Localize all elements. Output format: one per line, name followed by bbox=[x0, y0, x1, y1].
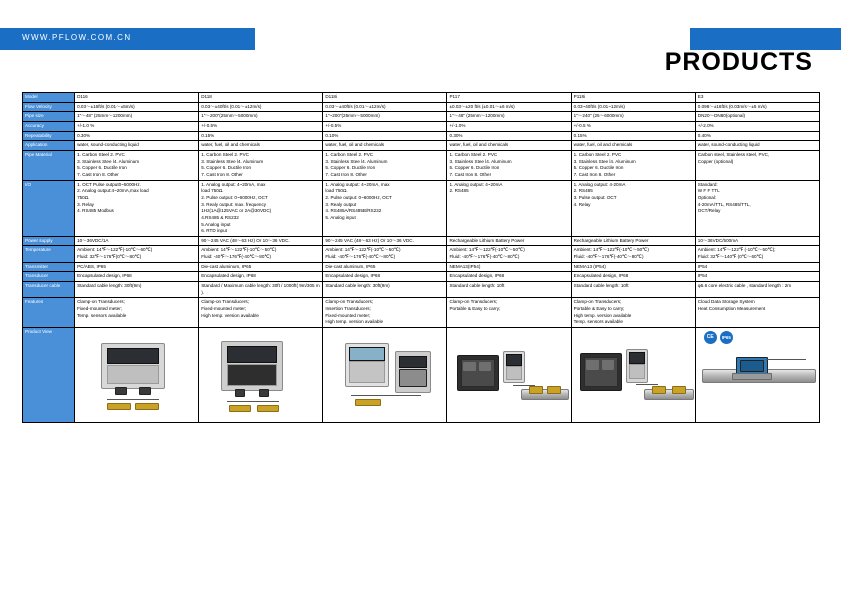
product-illustration-d118i bbox=[325, 329, 444, 419]
cell-model-3: P117 bbox=[447, 93, 571, 103]
mounting-strap bbox=[732, 373, 772, 380]
product-comparison-table bbox=[22, 92, 820, 423]
cell-line: 7. Cast Iron 8. Other bbox=[573, 171, 616, 177]
device-cable bbox=[766, 359, 806, 360]
cell-flow-velocity-1: 0.03～±40ft/s (0.01～±12m/s) bbox=[199, 102, 323, 112]
cell-line: Clamp-on Transducers; bbox=[77, 299, 125, 305]
cell-line: 2. Pulse output: 0~6000Hz, OCT bbox=[325, 194, 392, 200]
cell-flow-velocity-2: 0.03～±40ft/s (0.01～±12m/s) bbox=[323, 102, 447, 112]
cell-temperature-0 bbox=[75, 246, 199, 262]
cell-line: 3. Stainless Stee l4. Aluminum bbox=[449, 158, 512, 164]
cell-line: High temp. version available bbox=[201, 312, 259, 318]
cell-transducer-5: IP54 bbox=[695, 272, 819, 282]
cell-line: 1. Analog output: 4~20mA bbox=[449, 181, 503, 187]
case-foam-cutout bbox=[479, 362, 491, 371]
cell-temperature-5 bbox=[695, 246, 819, 262]
cell-line: Portable & Easy to carry; bbox=[573, 306, 625, 312]
product-image-d118i bbox=[323, 328, 447, 423]
handheld-display bbox=[506, 354, 522, 366]
cell-line: High temp. version available bbox=[325, 319, 384, 325]
cell-line: 3. Pulse output: OCT bbox=[573, 194, 617, 200]
cell-pipe-size-3: 1"～48" (25mm～1200mm) bbox=[447, 112, 571, 122]
transducer-clamp bbox=[547, 386, 561, 394]
cell-line: W F F TTL bbox=[697, 188, 720, 194]
device-cable bbox=[513, 385, 535, 386]
cell-io-5 bbox=[695, 180, 819, 236]
cell-repeatability-0: 0.30% bbox=[75, 131, 199, 141]
cell-line: 5. Copper 6. Ductile Iron bbox=[449, 165, 500, 171]
cell-transducer-3: Encapsulated design, IP68 bbox=[447, 272, 571, 282]
cell-line: 4-20mA/TTL, RS485/TTL, bbox=[697, 201, 751, 207]
cell-transmitter-1: Die-cast aluminum, IP65 bbox=[199, 262, 323, 272]
cell-transmitter-3: NEMA13(IP54) bbox=[447, 262, 571, 272]
row-label-transducer: Transducer bbox=[23, 272, 75, 282]
cell-line: 1. Carbon Steel 2. PVC bbox=[201, 151, 249, 157]
table-row bbox=[23, 102, 820, 112]
row-label-transducer-cable: Transducer cable bbox=[23, 282, 75, 298]
row-label-transmitter: Transmitter bbox=[23, 262, 75, 272]
case-foam-cutout bbox=[463, 362, 476, 371]
cell-features-5 bbox=[695, 298, 819, 328]
ce-badge: CE bbox=[704, 331, 717, 344]
cell-application-0: water, sound-conducting liquid bbox=[75, 141, 199, 151]
cell-line: Cloud Data Storage System bbox=[697, 299, 755, 305]
page-title: PRODUCTS bbox=[664, 48, 813, 76]
cell-line: Ambient: 14℉～122℉(-10℃～50℃) bbox=[201, 247, 277, 253]
cell-line: Clamp-on Transducers; bbox=[325, 299, 374, 305]
cell-line: Optional: bbox=[697, 194, 717, 200]
device-cable bbox=[107, 399, 159, 400]
e3-sensor-face bbox=[740, 360, 764, 372]
transducer-clamp bbox=[672, 386, 686, 394]
cell-features-4 bbox=[571, 298, 695, 328]
cell-line: Clamp-on Transducers; bbox=[449, 299, 498, 305]
product-image-d118 bbox=[199, 328, 323, 423]
cell-line: 3. Stainless Stee l4. Aluminum bbox=[573, 158, 636, 164]
cell-line: 5. Copper 6. Ductile Iron bbox=[573, 165, 624, 171]
product-illustration-e3 bbox=[698, 329, 817, 419]
cell-line: 2. RS485 bbox=[573, 188, 593, 194]
cell-features-0 bbox=[75, 298, 199, 328]
cell-accuracy-0: +/-1.0 % bbox=[75, 121, 199, 131]
cell-repeatability-4: 0.15% bbox=[571, 131, 695, 141]
cell-accuracy-5: +/-2.0% bbox=[695, 121, 819, 131]
device-display-secondary bbox=[399, 356, 427, 368]
device-display bbox=[227, 346, 277, 363]
cell-line: Heat Consumption Measurement bbox=[697, 306, 766, 312]
cell-line: 3. Realy output bbox=[325, 201, 357, 207]
transducer-clamp bbox=[229, 405, 251, 412]
device-keypad bbox=[107, 365, 159, 384]
cell-line: 3. Realy output: max. frequency bbox=[201, 201, 267, 207]
cell-line: 7. Cast Iron 8. Other bbox=[325, 171, 367, 177]
cell-line: High temp. version available bbox=[573, 312, 632, 318]
cell-transducer-cable-1: Standard / Maximum cable length: 30ft / 1000ft( 9m/305 m ). bbox=[199, 282, 323, 298]
cell-line: Standard: bbox=[697, 181, 718, 187]
cell-model-5: E3 bbox=[695, 93, 819, 103]
handheld-display bbox=[629, 352, 645, 364]
cell-features-3 bbox=[447, 298, 571, 328]
row-label-application: Application bbox=[23, 141, 75, 151]
cell-line: 1. Analog output: 4-20mA bbox=[573, 181, 626, 187]
cell-line: 4. RS485A/RS485B/RS232 bbox=[325, 208, 382, 214]
table-row bbox=[23, 298, 820, 328]
cell-pipe-size-2: 1"~200"(25mm～5000mm) bbox=[323, 112, 447, 122]
product-image-p117 bbox=[447, 328, 571, 423]
cell-pipe-material-0 bbox=[75, 150, 199, 180]
cell-features-2 bbox=[323, 298, 447, 328]
table-row bbox=[23, 236, 820, 246]
cell-line: 1Hz(1A@125VAC or 2A@30VDC) bbox=[201, 208, 272, 214]
cell-line: 5.Analog input bbox=[201, 221, 231, 227]
cell-io-3 bbox=[447, 180, 571, 236]
cell-line: 7. Cast Iron 8. Other bbox=[449, 171, 492, 177]
cell-transducer-cable-5: φ5.6 core electric cable , standard length : 2m bbox=[695, 282, 819, 298]
cell-accuracy-2: +/-0.5% bbox=[323, 121, 447, 131]
cell-flow-velocity-4: 0.03~40ft/s (0.01~12m/s) bbox=[571, 102, 695, 112]
cell-line: Ambient: 14℉～122℉(-10℃～50℃) bbox=[325, 247, 401, 253]
cell-accuracy-3: +/-1.0% bbox=[447, 121, 571, 131]
header-band bbox=[0, 28, 841, 50]
header-blue-right-bar bbox=[690, 28, 841, 50]
transducer-clamp bbox=[257, 405, 279, 412]
cell-transducer-cable-4: Standard cable length: 10ft bbox=[571, 282, 695, 298]
device-display bbox=[349, 347, 385, 361]
handheld-keypad bbox=[506, 366, 522, 380]
device-panel bbox=[399, 369, 427, 387]
cell-application-5: water, sound-conducting liquid bbox=[695, 141, 819, 151]
cell-line: 1. Carbon Steel 2. PVC bbox=[77, 151, 125, 157]
cell-transmitter-0: PC/ABS, IP65 bbox=[75, 262, 199, 272]
cell-accuracy-1: +/-0.5% bbox=[199, 121, 323, 131]
cell-line: 2. RS485 bbox=[449, 188, 469, 194]
cell-power-supply-2: 90～245 VAC (48～63 Hz) Or 10～36 VDC. bbox=[323, 236, 447, 246]
transducer-clamp bbox=[652, 386, 666, 394]
table-row bbox=[23, 272, 820, 282]
transducer-clamp bbox=[107, 403, 131, 410]
cell-transducer-2: Encapsulated design, IP68 bbox=[323, 272, 447, 282]
product-illustration-d116 bbox=[77, 329, 196, 419]
cell-flow-velocity-5: 0.098～±16ft/s (0.03m/s～±5 m/s) bbox=[695, 102, 819, 112]
cell-transducer-cable-3: Standard cable length: 10ft bbox=[447, 282, 571, 298]
table-row bbox=[23, 150, 820, 180]
table-row bbox=[23, 141, 820, 151]
cell-line: 1. Carbon Steel 2. PVC bbox=[449, 151, 498, 157]
cell-power-supply-4: Rechargeable Lithium Battery Power bbox=[571, 236, 695, 246]
cell-line: Fluid: -40℉～176℉(-40℃～80℃) bbox=[201, 254, 272, 260]
cell-line: 1. Analog output: 4~20mA, max bbox=[201, 181, 266, 187]
cell-line: 1. OCT Pulse output0~5000Hz. bbox=[77, 181, 141, 187]
cell-line: Fluid: -40℉～176℉(-40℃～80℃) bbox=[573, 254, 644, 260]
device-cable bbox=[227, 401, 279, 402]
cell-power-supply-0: 10～36VDC/1A bbox=[75, 236, 199, 246]
cell-io-0 bbox=[75, 180, 199, 236]
cell-line: Fluid: -40℉～176℉(-40℃～80℃) bbox=[449, 254, 520, 260]
cell-line: Fixed-mounted meter; bbox=[201, 306, 247, 312]
cell-line: Fluid: -40℉～176℉(-40℃～80℃) bbox=[325, 254, 396, 260]
row-label-repeatability: Repeatability bbox=[23, 131, 75, 141]
cell-line: Copper (optional) bbox=[697, 158, 734, 164]
row-label-pipe-size: Pipe size bbox=[23, 112, 75, 122]
device-display bbox=[107, 348, 159, 364]
product-illustration-p117 bbox=[449, 329, 568, 419]
cell-transducer-cable-2: Standard cable length: 30ft(9m) bbox=[323, 282, 447, 298]
device-keypad bbox=[227, 364, 277, 386]
cell-line: Temp. sensors available bbox=[77, 312, 127, 318]
cell-temperature-3 bbox=[447, 246, 571, 262]
cell-pipe-size-4: 1"～240" (25～6000mm) bbox=[571, 112, 695, 122]
row-label-accuracy: Accuracy bbox=[23, 121, 75, 131]
cell-temperature-2 bbox=[323, 246, 447, 262]
cell-transducer-0: Encapsulated design, IP68 bbox=[75, 272, 199, 282]
cell-line: Fixed-mounted meter; bbox=[325, 312, 371, 318]
transducer-clamp bbox=[135, 403, 159, 410]
row-label-pipe-material: Pipe Material bbox=[23, 150, 75, 180]
product-image-e3 bbox=[695, 328, 819, 423]
row-label-model: Model bbox=[23, 93, 75, 103]
cell-application-4: water, fuel, oil and chemicals bbox=[571, 141, 695, 151]
cell-model-1: D118 bbox=[199, 93, 323, 103]
product-image-p118i bbox=[571, 328, 695, 423]
cell-model-2: D118i bbox=[323, 93, 447, 103]
table-row bbox=[23, 282, 820, 298]
product-illustration-p118i bbox=[574, 329, 693, 419]
cell-line: 3. Stainless Stee l4. Aluminum bbox=[201, 158, 264, 164]
device-connector bbox=[259, 389, 269, 397]
cell-line: Ambient: 14℉～122℉(-10℃～50℃) bbox=[449, 247, 525, 253]
row-label-product-view: Product View bbox=[23, 328, 75, 423]
cell-flow-velocity-0: 0.03～±16ft/s (0.01～±5m/s) bbox=[75, 102, 199, 112]
cell-line: 1. Analog output: 4~20mA, max bbox=[325, 181, 390, 187]
case-foam-cutout bbox=[602, 360, 614, 370]
cell-line: Fluid: 32℉～140℉ (0℃～60℃) bbox=[697, 254, 764, 260]
cell-transmitter-2: Die-cast aluminum, IP65 bbox=[323, 262, 447, 272]
cell-line: 4.RS485 & RS232 bbox=[201, 214, 239, 220]
cell-line: 5. Copper 6. Ductile Iron bbox=[325, 165, 376, 171]
device-cable bbox=[636, 384, 658, 385]
cell-features-1 bbox=[199, 298, 323, 328]
cell-io-1 bbox=[199, 180, 323, 236]
cell-line: 750Ω. bbox=[77, 194, 90, 200]
cell-power-supply-5: 10～36VDC/500mA bbox=[695, 236, 819, 246]
cell-line: 2. Pulse output: 0~6000Hz, OCT bbox=[201, 194, 268, 200]
row-label-features: Features bbox=[23, 298, 75, 328]
cell-pipe-size-1: 1"～200"(25mm～5000mm) bbox=[199, 112, 323, 122]
site-url: WWW.PFLOW.COM.CN bbox=[22, 33, 132, 42]
transducer-clamp bbox=[529, 386, 543, 394]
cell-line: 2. Analog output:4~20mA,max load bbox=[77, 188, 149, 194]
cell-accuracy-4: +/-0.5 % bbox=[571, 121, 695, 131]
cell-power-supply-3: Rechargeable Lithium Battery Power bbox=[447, 236, 571, 246]
cell-line: Ambient: 14℉～122℉(-10℃～60℃) bbox=[77, 247, 153, 253]
cell-pipe-material-3 bbox=[447, 150, 571, 180]
cell-line: Carbon steel, Stainless steel, PVC, bbox=[697, 151, 770, 157]
cell-line: Clamp-on Transducers; bbox=[201, 299, 249, 305]
table-row bbox=[23, 93, 820, 103]
transducer-clamp bbox=[355, 399, 381, 406]
cell-pipe-material-4 bbox=[571, 150, 695, 180]
cell-io-4 bbox=[571, 180, 695, 236]
cell-line: load 750Ω. bbox=[201, 188, 224, 194]
cell-line: 3. Stainless Stee l4. Aluminum bbox=[325, 158, 388, 164]
cell-line: 7. Cast Iron 8. Other bbox=[201, 171, 243, 177]
cell-line: 4. Relay bbox=[573, 201, 591, 207]
cell-transducer-4: Encapsulated design, IP68 bbox=[571, 272, 695, 282]
cell-line: 7. Cast Iron 8. Other bbox=[77, 171, 119, 177]
cell-line: 5. Analog input bbox=[325, 214, 356, 220]
row-label-temperature: Temperature bbox=[23, 246, 75, 262]
cell-temperature-1 bbox=[199, 246, 323, 262]
table-row bbox=[23, 112, 820, 122]
table-row bbox=[23, 262, 820, 272]
handheld-keypad bbox=[629, 364, 645, 379]
cell-line: Insertion Transducers; bbox=[325, 306, 371, 312]
cell-pipe-material-1 bbox=[199, 150, 323, 180]
cell-line: Clamp-on Transducers; bbox=[573, 299, 622, 305]
cell-application-2: water, fuel, oil and chemicals bbox=[323, 141, 447, 151]
cell-line: load 750Ω. bbox=[325, 188, 348, 194]
cell-line: Ambient: 14℉～122℉ (-10℃～50℃); bbox=[697, 247, 776, 253]
cell-transducer-cable-0: Standard cable length: 30ft(9m) bbox=[75, 282, 199, 298]
cell-line: 5. Copper 6. Ductile Iron bbox=[201, 165, 251, 171]
cell-application-3: water, fuel, oil and chemicals bbox=[447, 141, 571, 151]
table-row bbox=[23, 121, 820, 131]
cell-power-supply-1: 90～245 VAC (48～63 Hz) Or 10～36 VDC. bbox=[199, 236, 323, 246]
cell-model-0: D116 bbox=[75, 93, 199, 103]
ip-rating-badge: IP65 bbox=[720, 331, 733, 344]
cell-line: 5. Copper 6. Ductile Iron bbox=[77, 165, 127, 171]
cell-pipe-size-0: 1"～48" (25mm～1200mm) bbox=[75, 112, 199, 122]
cell-line: OCT/Relay bbox=[697, 208, 721, 214]
row-label-io: I/O bbox=[23, 180, 75, 236]
product-illustration-d118 bbox=[201, 329, 320, 419]
device-connector bbox=[139, 387, 151, 395]
cell-repeatability-1: 0.15% bbox=[199, 131, 323, 141]
cell-line: 6. RTD input bbox=[201, 228, 227, 234]
cell-repeatability-5: 0.40% bbox=[695, 131, 819, 141]
cell-line: Fixed-mounted meter; bbox=[77, 306, 122, 312]
table-row bbox=[23, 180, 820, 236]
row-label-flow-velocity: Flow Velocity bbox=[23, 102, 75, 112]
device-connector bbox=[115, 387, 127, 395]
cell-io-2 bbox=[323, 180, 447, 236]
cell-application-1: water, fuel, oil and chemicals bbox=[199, 141, 323, 151]
cell-model-4: P118i bbox=[571, 93, 695, 103]
table-row-product-view bbox=[23, 328, 820, 423]
device-cable bbox=[351, 395, 421, 396]
case-foam-cutout bbox=[586, 360, 599, 370]
cell-transmitter-5: IP54 bbox=[695, 262, 819, 272]
cell-transducer-1: Encapsulated design, IP68 bbox=[199, 272, 323, 282]
device-keypad bbox=[349, 361, 385, 383]
cell-line: 1. Carbon Steel 2. PVC bbox=[573, 151, 622, 157]
cell-transmitter-4: NEMA13 (IP54) bbox=[571, 262, 695, 272]
cell-temperature-4 bbox=[571, 246, 695, 262]
table-row bbox=[23, 131, 820, 141]
product-image-d116 bbox=[75, 328, 199, 423]
cell-line: 3. Stainless Stee l4. Aluminum bbox=[77, 158, 140, 164]
cell-pipe-material-2 bbox=[323, 150, 447, 180]
cell-line: 4. RS485 Modbus bbox=[77, 208, 114, 214]
row-label-power-supply: Power supply bbox=[23, 236, 75, 246]
cell-line: Temp. sensors available bbox=[573, 319, 623, 325]
table-row bbox=[23, 246, 820, 262]
cell-repeatability-3: 0.30% bbox=[447, 131, 571, 141]
cell-line: Portable & Easy to carry; bbox=[449, 306, 501, 312]
cell-pipe-size-5: DN20～DN80(optional) bbox=[695, 112, 819, 122]
cell-line: 1. Carbon Steel 2. PVC bbox=[325, 151, 374, 157]
device-connector bbox=[235, 389, 245, 397]
cell-repeatability-2: 0.10% bbox=[323, 131, 447, 141]
cell-line: Fluid: 32℉～176℉(0℃～80℃) bbox=[77, 254, 142, 260]
cell-pipe-material-5 bbox=[695, 150, 819, 180]
cell-line: Ambient: 14℉～122℉(-10℃～50℃) bbox=[573, 247, 649, 253]
cell-flow-velocity-3: ±0.03～±20 ft/s (±0.01～±6 m/s) bbox=[447, 102, 571, 112]
cell-line: 3. Relay bbox=[77, 201, 94, 207]
